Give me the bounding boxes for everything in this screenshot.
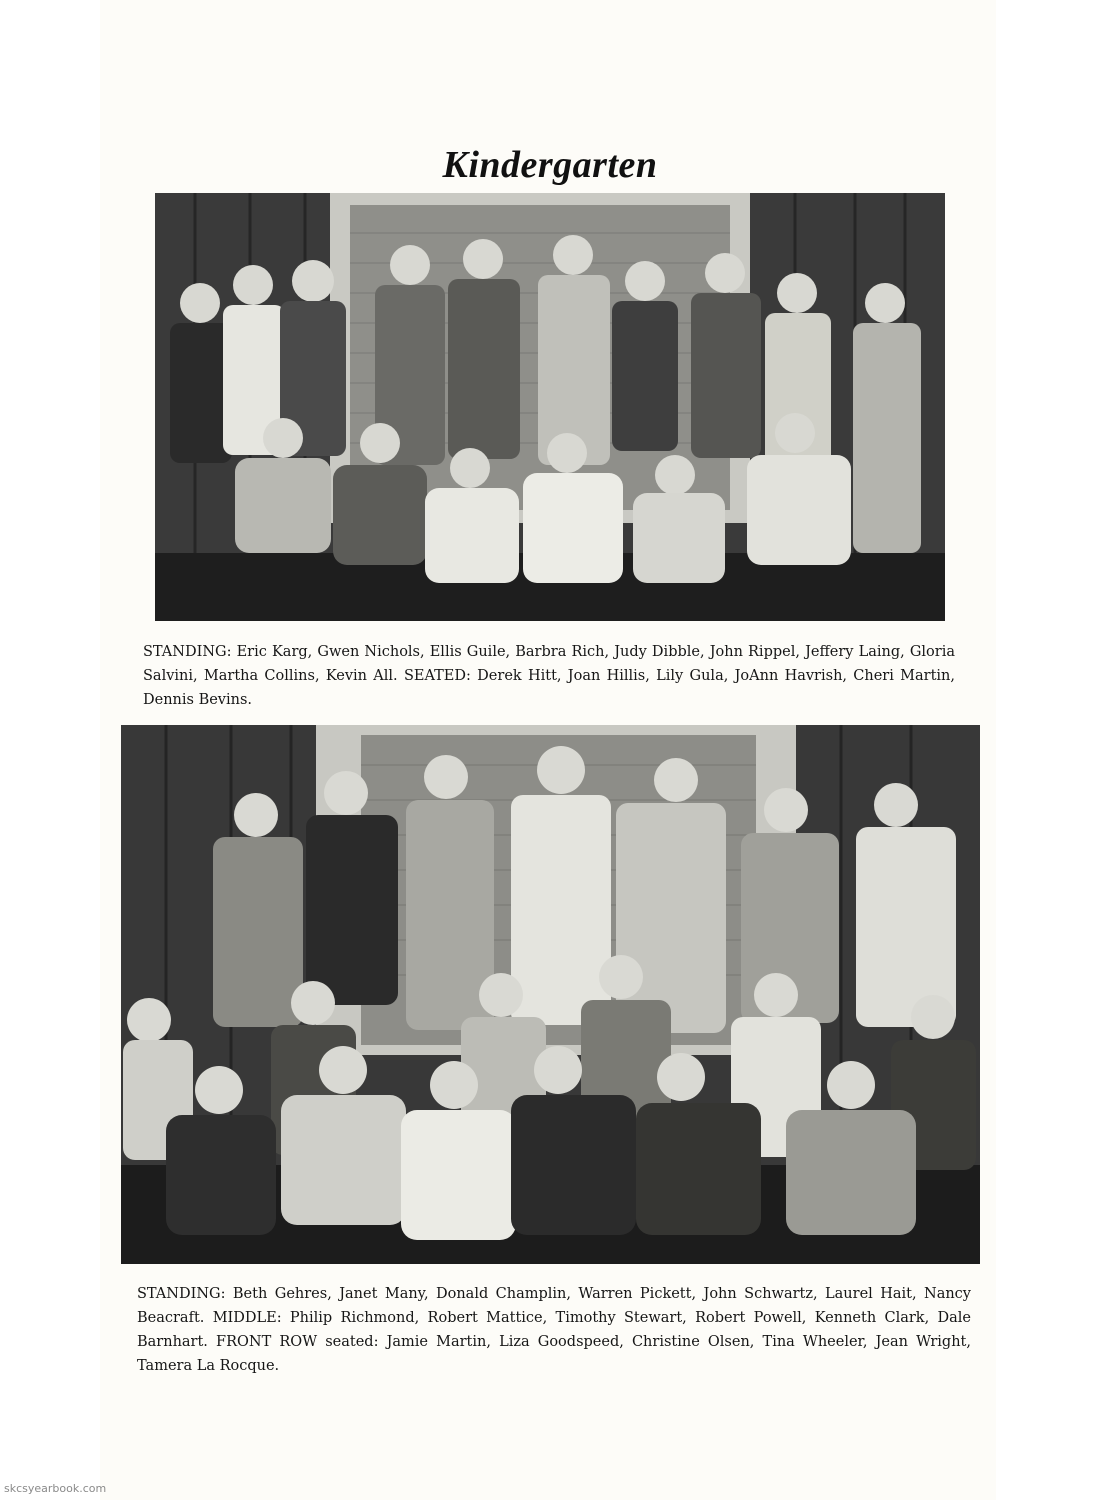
class-photo-1-image <box>155 193 945 621</box>
class-photo-1 <box>155 193 945 621</box>
watermark: skcsyearbook.com <box>4 1482 107 1495</box>
photo-1-caption: STANDING: Eric Karg, Gwen Nichols, Ellis Guile, Barbra Rich, Judy Dibble, John Rippel, Jeffery Laing, Gloria Salvini, Martha Collins, Kevin All. SEATED: Derek Hitt, Joan Hillis, Lily Gula, JoAnn Havrish, Cheri Martin, Dennis Bevins. <box>143 643 955 708</box>
class-photo-2 <box>121 725 980 1264</box>
photo-2-caption: STANDING: Beth Gehres, Janet Many, Donald Champlin, Warren Pickett, John Schwartz, Laurel Hait, Nancy Beacraft. MIDDLE: Philip Richmond, Robert Mattice, Timothy Stewart, Robert Powell, Kenneth Clark, Dale Barnhart. FRONT ROW seated: Jamie Martin, Liza Goodspeed, Christine Olsen, Tina Wheeler, Jean Wright, Tamera La Rocque. <box>137 1285 971 1374</box>
class-photo-2-image <box>121 725 980 1264</box>
page-title: Kindergarten <box>442 144 658 187</box>
